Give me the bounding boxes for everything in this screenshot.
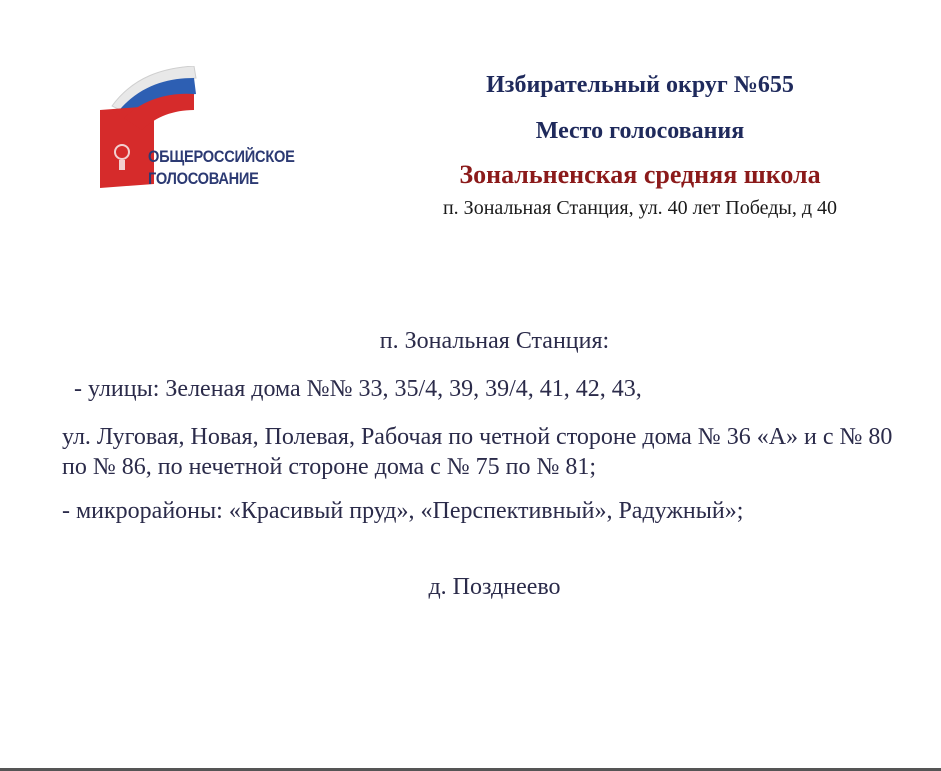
district-title: Избирательный округ №655 — [486, 72, 794, 98]
voting-place-label: Место голосования — [535, 118, 745, 144]
streets-list: - улицы: Зеленая дома №№ 33, 35/4, 39, 39/4, 41, 42, 43, — [68, 376, 642, 402]
school-name: Зональненская средняя школа — [459, 160, 821, 189]
logo-line2: ГОЛОСОВАНИЕ — [148, 169, 259, 188]
streets-list-2: ул. Луговая, Новая, Полевая, Рабочая по четной стороне дома № 36 «А» и с № 80 по № 86, по нечетной стороне дома с № 75 по № 81; — [62, 424, 893, 480]
microdistricts-list: - микрорайоны: «Красивый пруд», «Перспективный», Радужный»; — [62, 498, 744, 524]
logo-line1: ОБЩЕРОССИЙСКОЕ — [148, 147, 295, 166]
logo-text — [148, 146, 295, 190]
school-address: п. Зональная Станция, ул. 40 лет Победы, д 40 — [442, 197, 838, 219]
voting-logo — [94, 66, 309, 196]
settlement-title-1: п. Зональная Станция: — [379, 328, 610, 354]
settlement-title-2: д. Позднеево — [428, 574, 561, 600]
